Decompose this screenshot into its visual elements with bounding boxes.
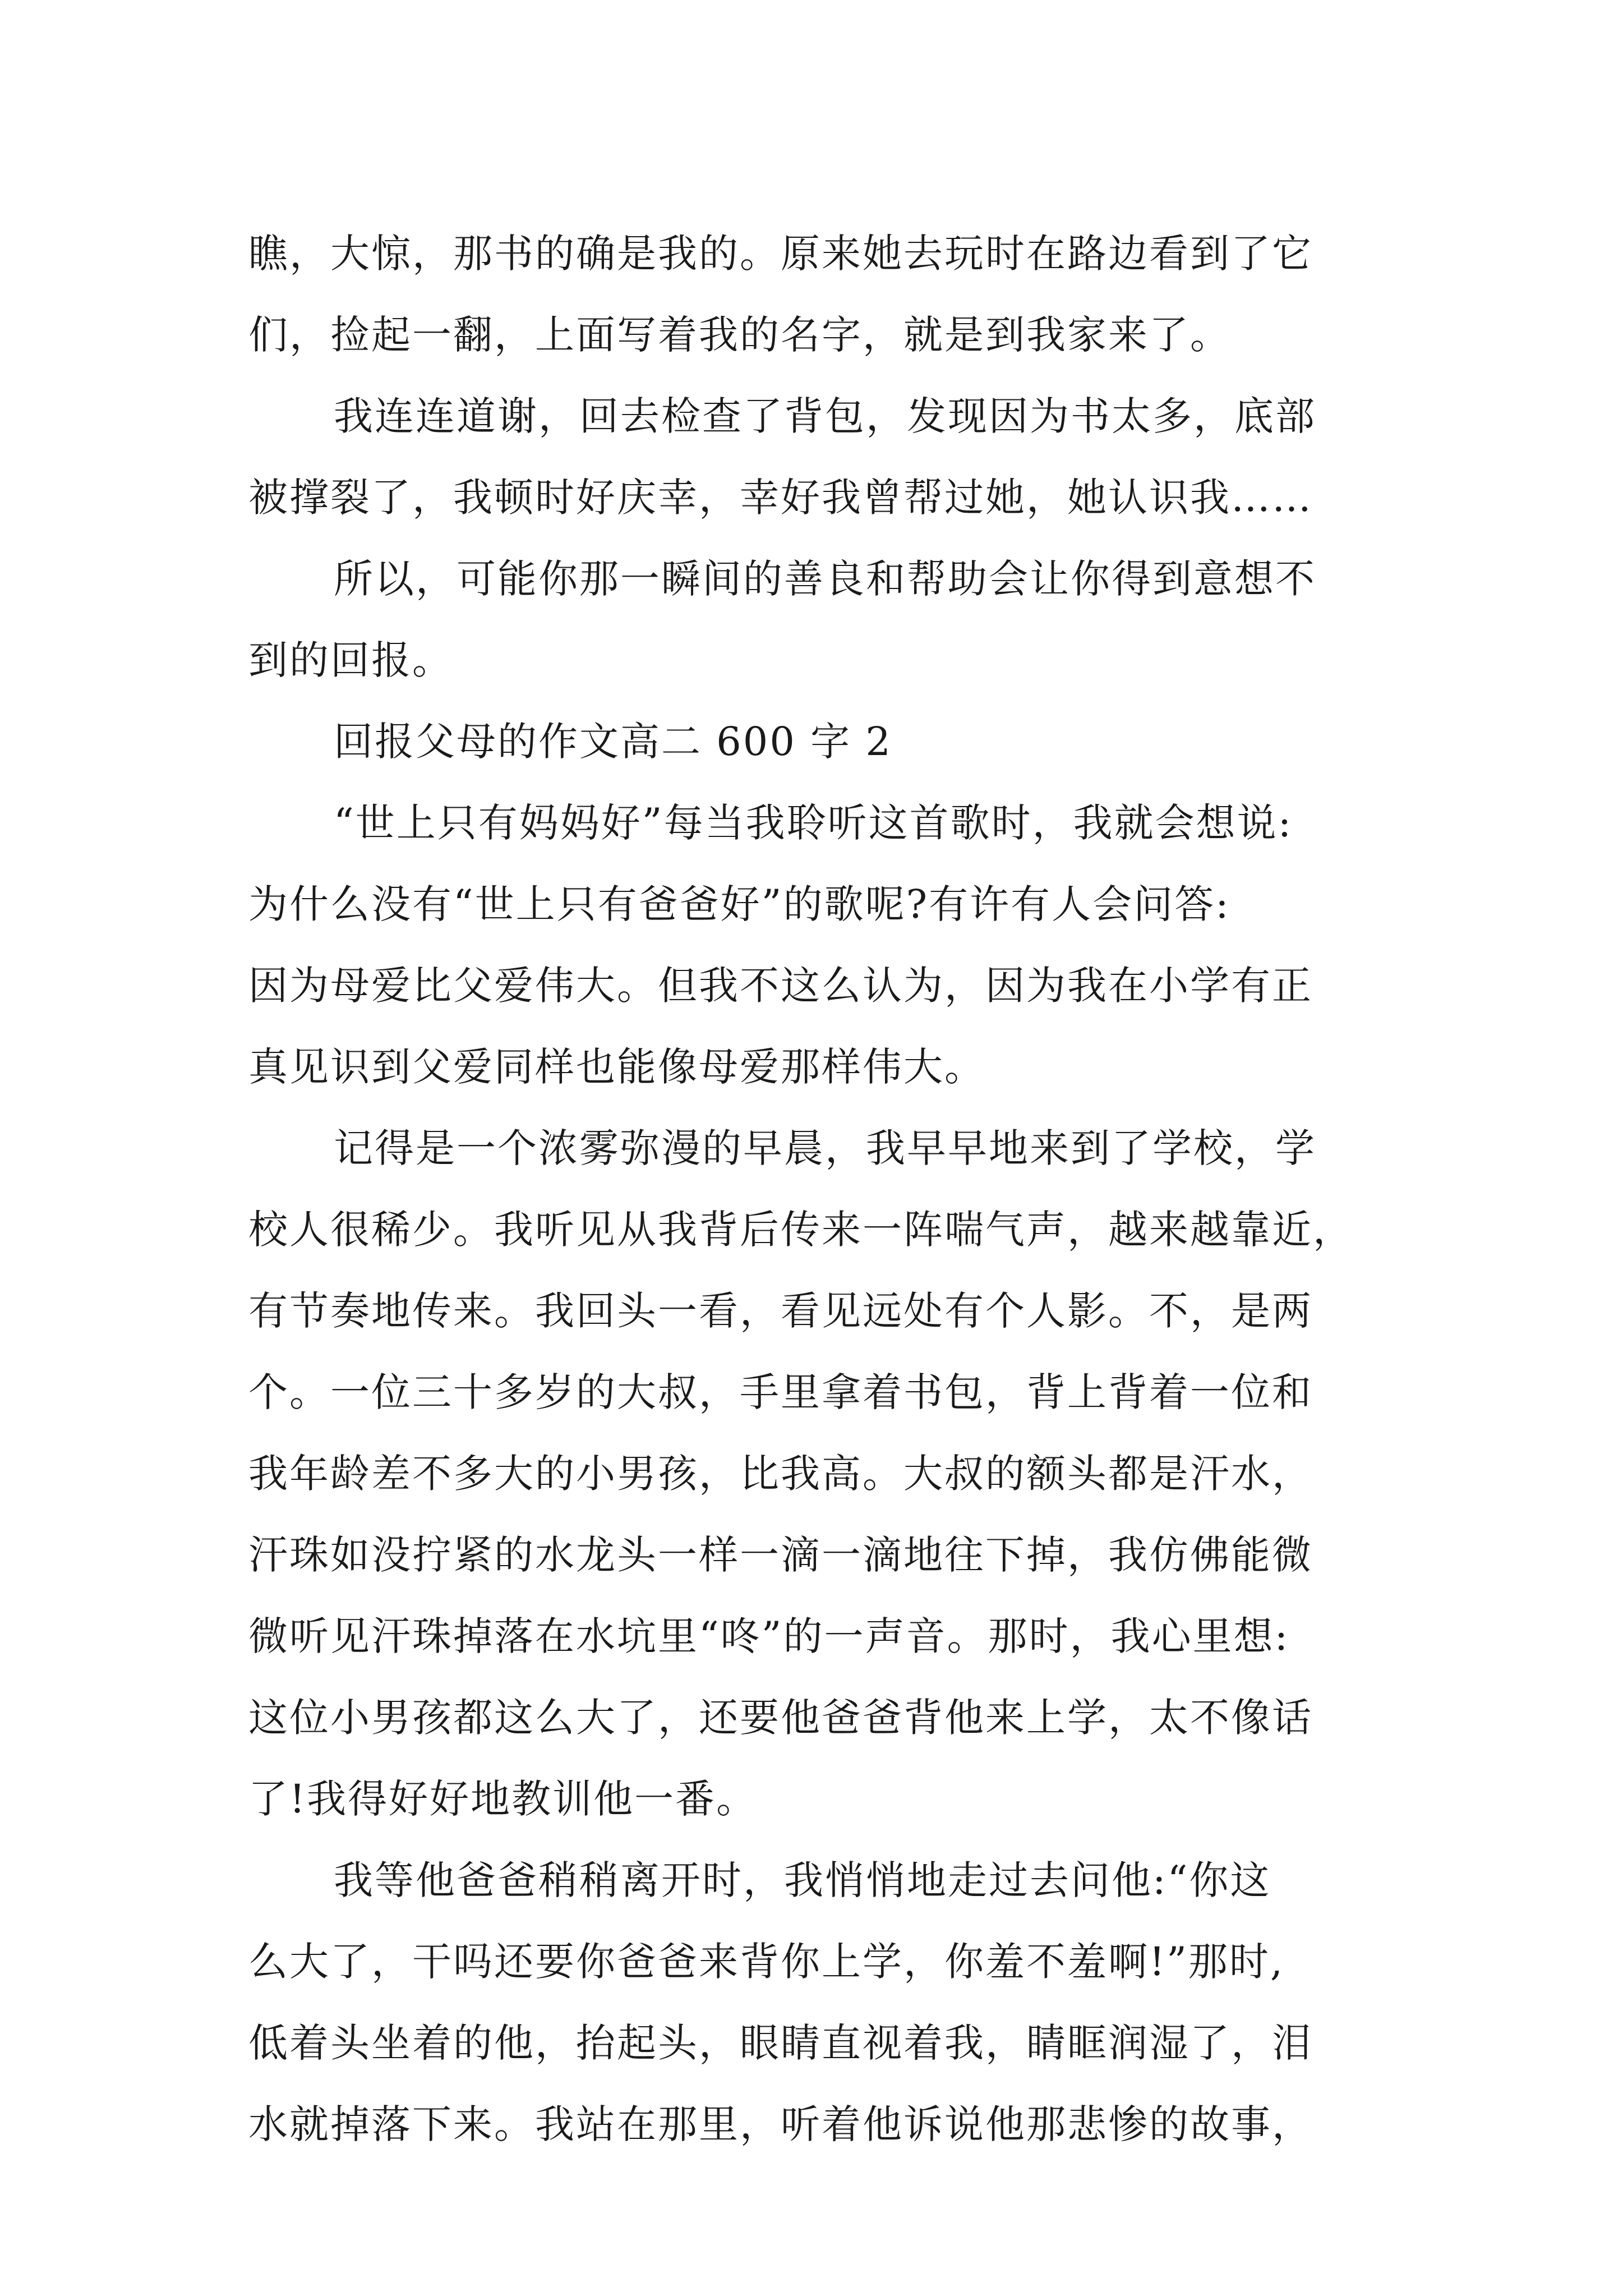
text-line: 汗珠如没拧紧的水龙头一样一滴一滴地往下掉，我仿佛能微 [248,1532,1313,1578]
text-line: 所以，可能你那一瞬间的善良和帮助会让你得到意想不 [334,556,1316,602]
text-line: 么大了，干吗还要你爸爸来背你上学，你羞不羞啊!”那时, [248,1939,1285,1985]
text-line: “世上只有妈妈好”每当我聆听这首歌时，我就会想说: [334,800,1293,846]
text-line: 低着头坐着的他，抬起头，眼睛直视着我，睛眶润湿了，泪 [248,2020,1313,2066]
text-line: 了!我得好好地教训他一番。 [248,1776,758,1822]
text-line: 到的回报。 [248,637,453,683]
text-line: 这位小男孩都这么大了，还要他爸爸背他来上学，太不像话 [248,1695,1313,1741]
text-line: 被撑裂了，我顿时好庆幸，幸好我曾帮过她，她认识我…… [248,475,1313,521]
text-line: 我等他爸爸稍稍离开时，我悄悄地走过去问他:“你这 [334,1857,1271,1903]
text-line: 们，捡起一翻，上面写着我的名字，就是到我家来了。 [248,312,1231,358]
text-line: 我年龄差不多大的小男孩，比我高。大叔的额头都是汗水， [248,1451,1313,1497]
section-heading: 回报父母的作文高二 600 字 2 [334,719,892,765]
text-line: 记得是一个浓雾弥漫的早晨，我早早地来到了学校，学 [334,1125,1316,1171]
text-line: 为什么没有“世上只有爸爸好”的歌呢?有许有人会问答: [248,881,1230,927]
text-line: 校人很稀少。我听见从我背后传来一阵喘气声，越来越靠近， [248,1207,1354,1253]
text-line: 真见识到父爱同样也能像母爱那样伟大。 [248,1044,985,1090]
essay-body [248,213,1387,2165]
text-line: 水就掉落下来。我站在那里，听着他诉说他那悲惨的故事， [248,2101,1313,2147]
text-line: 因为母爱比父爱伟大。但我不这么认为，因为我在小学有正 [248,963,1313,1009]
text-line: 我连连道谢，回去检查了背包，发现因为书太多，底部 [334,393,1316,439]
text-line: 瞧，大惊，那书的确是我的。原来她去玩时在路边看到了它 [248,231,1313,277]
text-line: 有节奏地传来。我回头一看，看见远处有个人影。不，是两 [248,1288,1313,1334]
text-line: 个。一位三十多岁的大叔，手里拿着书包，背上背着一位和 [248,1369,1313,1415]
text-line: 微听见汗珠掉落在水坑里“咚”的一声音。那时，我心里想: [248,1613,1290,1659]
